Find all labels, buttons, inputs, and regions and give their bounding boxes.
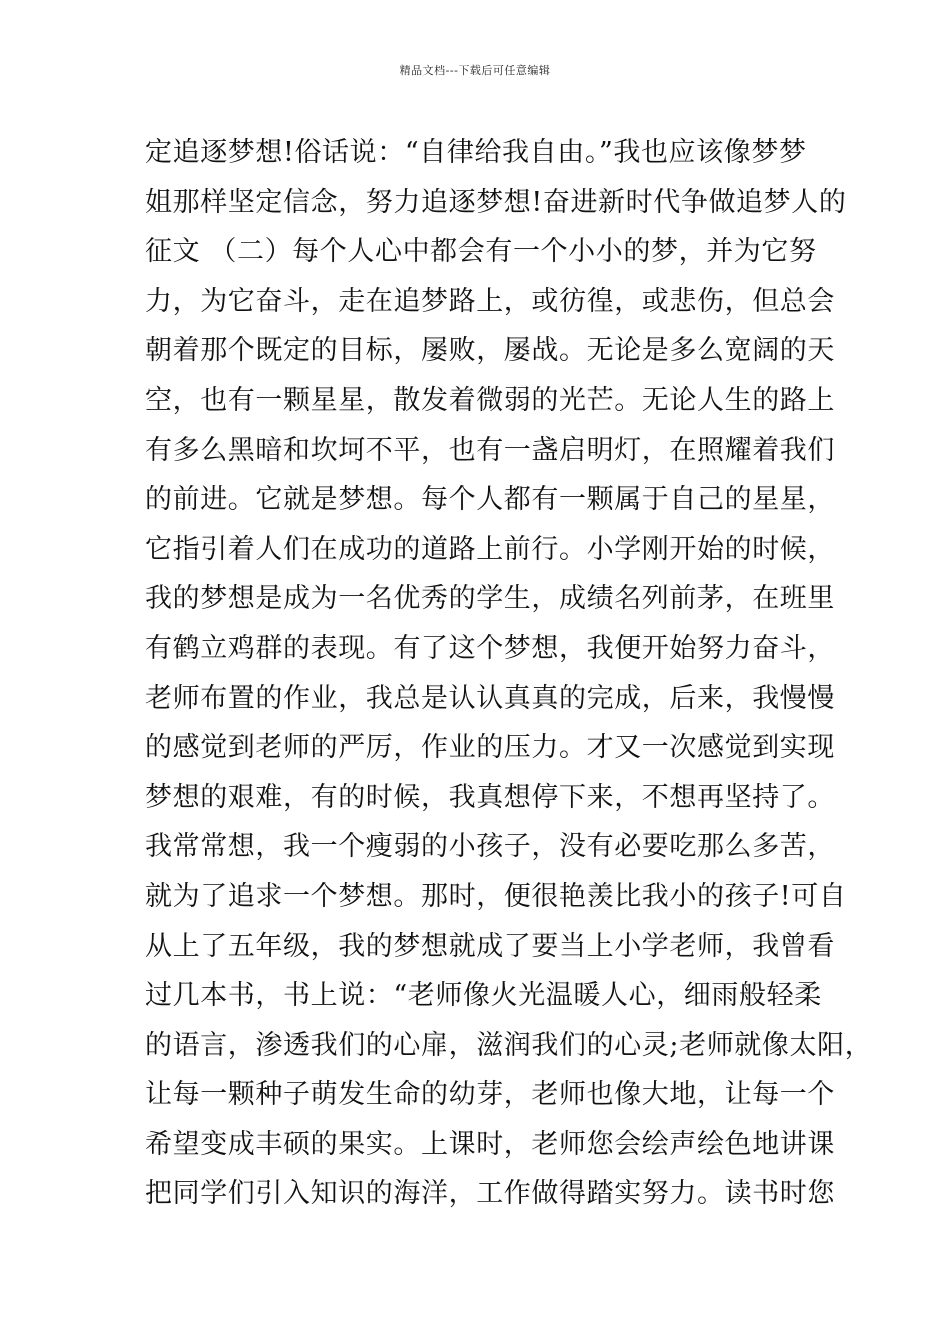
text-line: 希望变成丰硕的果实。上课时，老师您会绘声绘色地讲课 [145, 1128, 835, 1160]
text-line: 梦想的艰难，有的时候，我真想停下来，不想再坚持了。 [145, 781, 835, 813]
text-line: 有鹤立鸡群的表现。有了这个梦想，我便开始努力奋斗， [145, 632, 835, 664]
text-line: 的感觉到老师的严厉，作业的压力。才又一次感觉到实现 [145, 732, 835, 764]
text-line: 力，为它奋斗，走在追梦路上，或彷徨，或悲伤，但总会 [145, 285, 835, 317]
text-line: 老师布置的作业，我总是认认真真的完成，后来，我慢慢 [145, 682, 835, 714]
body-text [145, 128, 873, 1219]
text-line: 就为了追求一个梦想。那时，便很艳羡比我小的孩子!可自 [145, 880, 847, 912]
text-line: 的语言，渗透我们的心扉，滋润我们的心灵;老师就像太阳， [145, 1029, 873, 1061]
text-line: 有多么黑暗和坎坷不平，也有一盏启明灯，在照耀着我们 [145, 434, 835, 466]
text-line: 它指引着人们在成功的道路上前行。小学刚开始的时候， [145, 533, 835, 565]
text-line: 征文 （二）每个人心中都会有一个小小的梦，并为它努 [145, 236, 817, 268]
text-line: 从上了五年级，我的梦想就成了要当上小学老师，我曾看 [145, 930, 835, 962]
text-line: 把同学们引入知识的海洋，工作做得踏实努力。读书时您 [145, 1178, 835, 1210]
text-line: 朝着那个既定的目标，屡败，屡战。无论是多么宽阔的天 [145, 335, 835, 367]
text-line: 定追逐梦想!俗话说：“自律给我自由。”我也应该像梦梦 [145, 137, 807, 168]
text-line: 的前进。它就是梦想。每个人都有一颗属于自己的星星， [145, 484, 835, 516]
text-line: 空，也有一颗星星，散发着微弱的光芒。无论人生的路上 [145, 384, 835, 416]
text-line: 姐那样坚定信念，努力追逐梦想!奋进新时代争做追梦人的 [145, 186, 847, 218]
text-line: 我的梦想是成为一名优秀的学生，成绩名列前茅，在班里 [145, 583, 835, 615]
text-line: 让每一颗种子萌发生命的幼芽，老师也像大地，让每一个 [145, 1079, 835, 1111]
text-line: 过几本书，书上说：“老师像火光温暖人心，细雨般轻柔 [145, 980, 822, 1012]
page-header: 精品文档---下载后可任意编辑 [399, 64, 551, 77]
text-line: 我常常想，我一个瘦弱的小孩子，没有必要吃那么多苦， [145, 831, 835, 863]
